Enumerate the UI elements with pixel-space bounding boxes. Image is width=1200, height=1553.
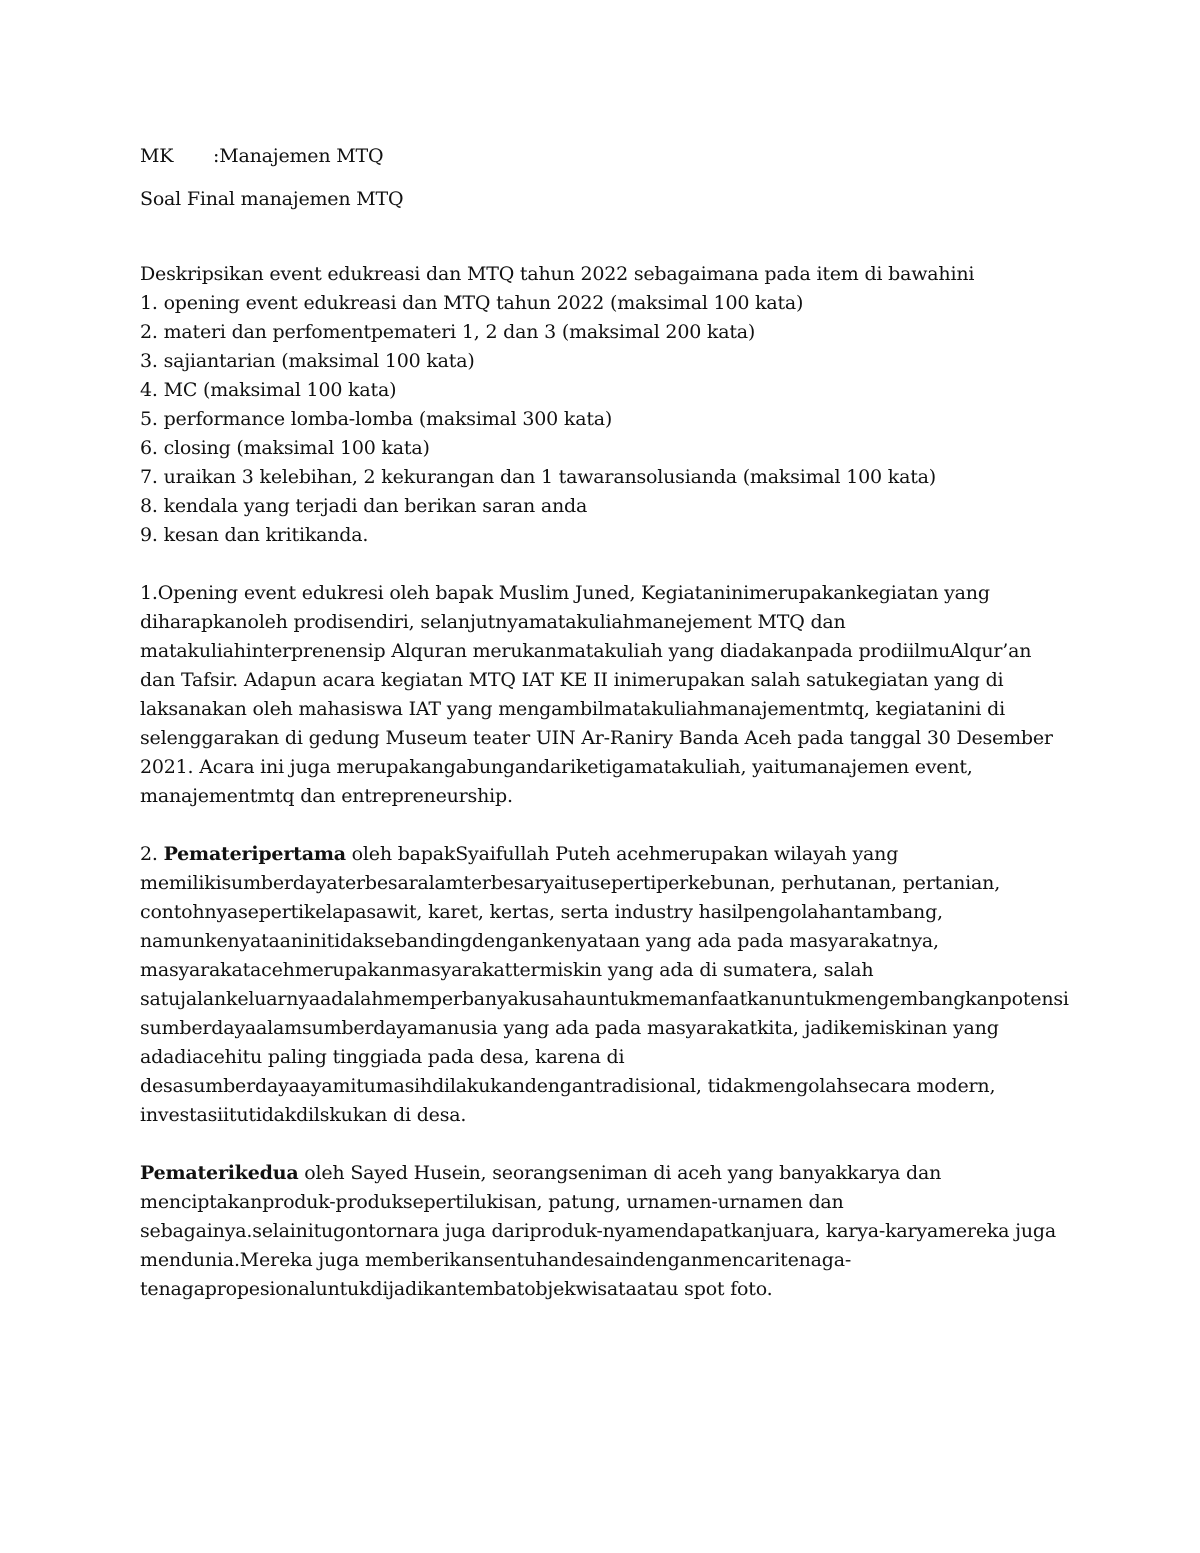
course-line	[140, 142, 1070, 171]
answer-paragraph-3	[140, 1159, 1070, 1304]
paragraph-line: investasiitutidakdilskukan di desa.	[140, 1104, 467, 1126]
paragraph-text: oleh Sayed Husein, seorangseniman di aceh yang banyakkarya dan	[298, 1162, 942, 1184]
paragraph-line: matakuliahinterprenensip Alquran merukanmatakuliah yang diadakanpada prodiilmuAlqur’an	[140, 640, 1032, 662]
question-item: 3. sajiantarian (maksimal 100 kata)	[140, 350, 475, 372]
question-item: 9. kesan dan kritikanda.	[140, 524, 369, 546]
course-label: MK	[140, 145, 174, 167]
paragraph-line: sebagainya.selainitugontornara juga dariproduk-nyamendapatkanjuara, karya-karyamereka juga	[140, 1220, 1056, 1242]
paragraph-line: manajementmtq dan entrepreneurship.	[140, 785, 513, 807]
paragraph-line	[140, 1159, 1070, 1188]
question-item: 8. kendala yang terjadi dan berikan saran anda	[140, 495, 588, 517]
paragraph-line: 2021. Acara ini juga merupakangabungandariketigamatakuliah, yaitumanajemen event,	[140, 756, 973, 778]
paragraph-line: adadiacehitu paling tinggiada pada desa, karena di	[140, 1046, 625, 1068]
paragraph-line: dan Tafsir. Adapun acara kegiatan MTQ IAT KE II inimerupakan salah satukegiatan yang di	[140, 669, 1004, 691]
paragraph-line: laksanakan oleh mahasiswa IAT yang mengambilmatakuliahmanajementmtq, kegiatanini di	[140, 698, 1005, 720]
paragraph-line: tenagapropesionaluntukdijadikantembatobjekwisataatau spot foto.	[140, 1278, 773, 1300]
paragraph-line: mendunia.Mereka juga memberikansentuhandesaindenganmencaritenaga-	[140, 1249, 852, 1271]
question-item: 4. MC (maksimal 100 kata)	[140, 379, 397, 401]
speaker-heading: Pematerikedua	[140, 1162, 299, 1184]
paragraph-line: contohnyasepertikelapasawit, karet, kertas, serta industry hasilpengolahantambang,	[140, 901, 943, 923]
question-item: 6. closing (maksimal 100 kata)	[140, 437, 430, 459]
paragraph-line: menciptakanproduk-produksepertilukisan, patung, urnamen-urnamen dan	[140, 1191, 844, 1213]
paragraph-line: satujalankeluarnyaadalahmemperbanyakusahauntukmemanfaatkanuntukmengembangkanpotensi	[140, 988, 1069, 1010]
course-value: :Manajemen MTQ	[213, 145, 384, 167]
paragraph-line: 1.Opening event edukresi oleh bapak Muslim Juned, Kegiataninimerupakankegiatan yang	[140, 582, 990, 604]
document-subtitle: Soal Final manajemen MTQ	[140, 188, 404, 210]
question-item: 1. opening event edukreasi dan MTQ tahun 2022 (maksimal 100 kata)	[140, 292, 804, 314]
speaker-heading: Pemateripertama	[163, 843, 346, 865]
question-item: 2. materi dan perfomentpemateri 1, 2 dan 3 (maksimal 200 kata)	[140, 321, 756, 343]
item-number: 2.	[140, 843, 164, 865]
paragraph-line: selenggarakan di gedung Museum teater UIN Ar-Raniry Banda Aceh pada tanggal 30 Desember	[140, 727, 1053, 749]
answer-paragraph-1	[140, 579, 1070, 811]
paragraph-line: masyarakatacehmerupakanmasyarakattermiskin yang ada di sumatera, salah	[140, 959, 874, 981]
paragraph-text: oleh bapakSyaifullah Puteh acehmerupakan wilayah yang	[345, 843, 899, 865]
answer-paragraph-2	[140, 840, 1070, 1130]
question-item: 5. performance lomba-lomba (maksimal 300 kata)	[140, 408, 613, 430]
paragraph-line: sumberdayaalamsumberdayamanusia yang ada pada masyarakatkita, jadikemiskinan yang	[140, 1017, 999, 1039]
question-list	[140, 289, 1070, 550]
paragraph-line	[140, 840, 1070, 869]
paragraph-line: namunkenyataaninitidaksebandingdengankenyataan yang ada pada masyarakatnya,	[140, 930, 939, 952]
instruction-text: Deskripsikan event edukreasi dan MTQ tahun 2022 sebagaimana pada item di bawahini	[140, 263, 975, 285]
paragraph-line: diharapkanoleh prodisendiri, selanjutnyamatakuliahmanejement MTQ dan	[140, 611, 846, 633]
paragraph-line: desasumberdayaayamitumasihdilakukandengantradisional, tidakmengolahsecara modern,	[140, 1075, 996, 1097]
document-content	[140, 142, 1070, 1304]
paragraph-line: memilikisumberdayaterbesaralamterbesaryaitusepertiperkebunan, perhutanan, pertanian,	[140, 872, 1001, 894]
question-item: 7. uraikan 3 kelebihan, 2 kekurangan dan 1 tawaransolusianda (maksimal 100 kata)	[140, 466, 936, 488]
